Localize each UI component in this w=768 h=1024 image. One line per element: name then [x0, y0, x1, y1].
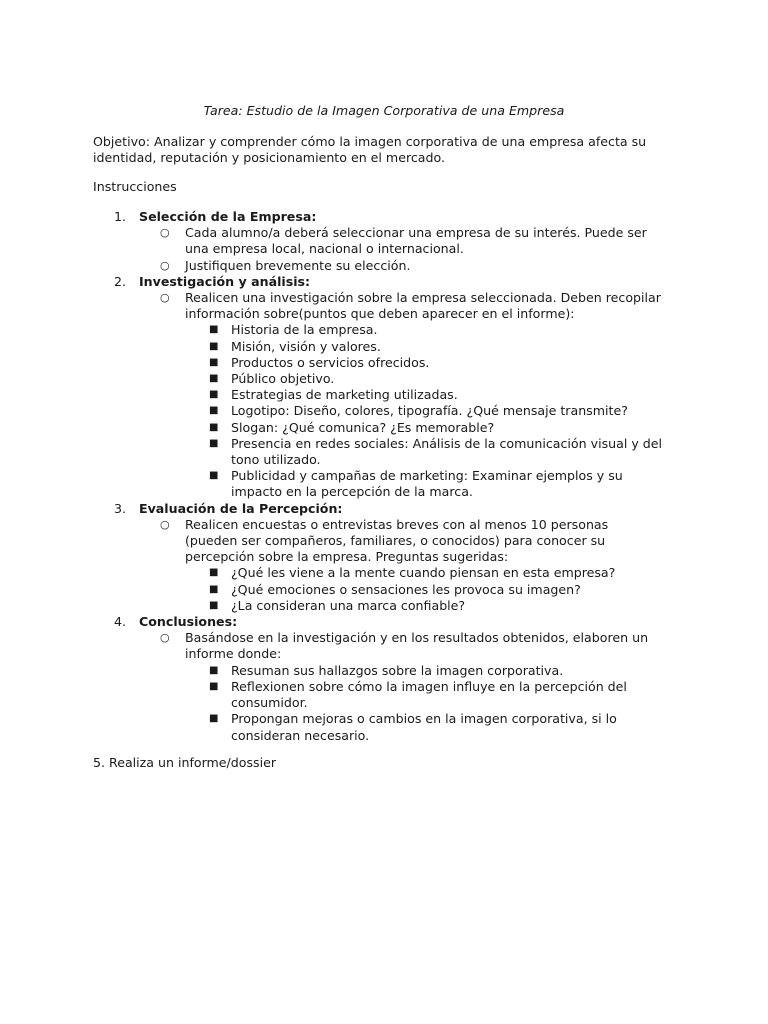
square-bullet-icon: ■	[209, 680, 219, 692]
detail-item-text: Publicidad y campañas de marketing: Examinar ejemplos y su impacto en la percepción de la marca.	[231, 468, 623, 500]
detail-item-text: Misión, visión y valores.	[231, 338, 381, 354]
section-item	[0, 614, 679, 630]
instructions-heading: Instrucciones	[93, 179, 177, 194]
detail-item	[0, 387, 663, 403]
section-heading: Conclusiones:	[139, 614, 238, 630]
section-item	[0, 501, 679, 517]
square-bullet-icon: ■	[209, 421, 219, 433]
detail-item-text: Presencia en redes sociales: Análisis de la comunicación visual y del tono utilizado.	[231, 435, 663, 468]
square-bullet-icon: ■	[209, 567, 219, 579]
square-bullet-icon: ■	[209, 713, 219, 725]
sub-item-text: Justifiquen brevemente su elección.	[185, 257, 411, 273]
detail-item	[0, 371, 663, 387]
objective-paragraph: Objetivo: Analizar y comprender cómo la imagen corporativa de una empresa afecta su identidad, reputación y posicionamiento en el mercado.	[93, 134, 647, 166]
square-bullet-icon: ■	[209, 437, 219, 449]
detail-item	[0, 582, 663, 598]
detail-item-text: ¿La consideran una marca confiable?	[231, 597, 466, 613]
square-bullet-icon: ■	[209, 664, 219, 676]
square-bullet-icon: ■	[209, 340, 219, 352]
sub-item-text: Realicen encuestas o entrevistas breves con al menos 10 personas (pueden ser compañeros, familiares, o conocidos) para conocer su percepción sobre la empresa. Preguntas sugeridas:	[185, 516, 609, 565]
final-instruction: 5. Realiza un informe/dossier	[93, 755, 277, 770]
section-item	[0, 209, 679, 225]
sub-item-text: Realicen una investigación sobre la empresa seleccionada. Deben recopilar información sobre(puntos que deben aparecer en el informe):	[185, 290, 661, 322]
section-item	[0, 274, 679, 290]
detail-item-text: ¿Qué les viene a la mente cuando piensan en esta empresa?	[231, 565, 616, 581]
detail-item-text: Slogan: ¿Qué comunica? ¿Es memorable?	[231, 419, 495, 435]
detail-item	[0, 322, 663, 338]
section-number: 4.	[114, 614, 127, 630]
square-bullet-icon: ■	[209, 470, 219, 482]
detail-item-text: Logotipo: Diseño, colores, tipografía. ¿Qué mensaje transmite?	[231, 403, 628, 419]
sub-item	[0, 630, 663, 662]
detail-item-text: ¿Qué emociones o sensaciones les provoca su imagen?	[231, 581, 581, 597]
detail-item	[0, 598, 663, 614]
sub-item-text: Basándose en la investigación y en los resultados obtenidos, elaboren un informe donde:	[185, 630, 649, 662]
section-heading: Evaluación de la Percepción:	[139, 500, 343, 516]
sub-item	[0, 517, 663, 566]
section-number: 1.	[114, 209, 127, 224]
hollow-bullet-icon: ○	[160, 258, 170, 272]
section-heading: Investigación y análisis:	[139, 273, 311, 289]
detail-item	[0, 339, 663, 355]
detail-item	[0, 355, 663, 371]
square-bullet-icon: ■	[209, 324, 219, 336]
sub-item	[0, 290, 663, 322]
square-bullet-icon: ■	[209, 356, 219, 368]
detail-item-text: Reflexionen sobre cómo la imagen influye en la percepción del consumidor.	[231, 678, 627, 711]
section-heading: Selección de la Empresa:	[139, 209, 317, 224]
section-number: 3.	[114, 500, 127, 516]
detail-item-text: Historia de la empresa.	[231, 322, 378, 338]
square-bullet-icon: ■	[209, 389, 219, 401]
detail-item-text: Propongan mejoras o cambios en la imagen corporativa, si lo consideran necesario.	[231, 711, 617, 743]
sub-item	[0, 225, 663, 257]
hollow-bullet-icon: ○	[160, 226, 170, 240]
square-bullet-icon: ■	[209, 599, 219, 611]
detail-item-text: Productos o servicios ofrecidos.	[231, 354, 430, 370]
detail-item	[0, 436, 663, 468]
detail-item-text: Estrategias de marketing utilizadas.	[231, 387, 458, 403]
detail-item	[0, 711, 663, 743]
task-list	[0, 209, 768, 744]
hollow-bullet-icon: ○	[160, 631, 170, 645]
hollow-bullet-icon: ○	[160, 291, 170, 305]
square-bullet-icon: ■	[209, 373, 219, 385]
square-bullet-icon: ■	[209, 405, 219, 417]
sub-item	[0, 258, 663, 274]
detail-item	[0, 403, 663, 419]
square-bullet-icon: ■	[209, 583, 219, 595]
hollow-bullet-icon: ○	[160, 517, 170, 531]
detail-item-text: Resuman sus hallazgos sobre la imagen corporativa.	[231, 662, 564, 678]
detail-item	[0, 565, 663, 581]
page-title: Tarea: Estudio de la Imagen Corporativa de una Empresa	[203, 103, 565, 118]
detail-item	[0, 420, 663, 436]
detail-item	[0, 679, 663, 711]
detail-item	[0, 663, 663, 679]
section-number: 2.	[114, 273, 127, 289]
sub-item-text: Cada alumno/a deberá seleccionar una empresa de su interés. Puede ser una empresa local, nacional o internacional.	[185, 225, 647, 257]
detail-item-text: Público objetivo.	[231, 371, 335, 387]
detail-item	[0, 468, 663, 500]
